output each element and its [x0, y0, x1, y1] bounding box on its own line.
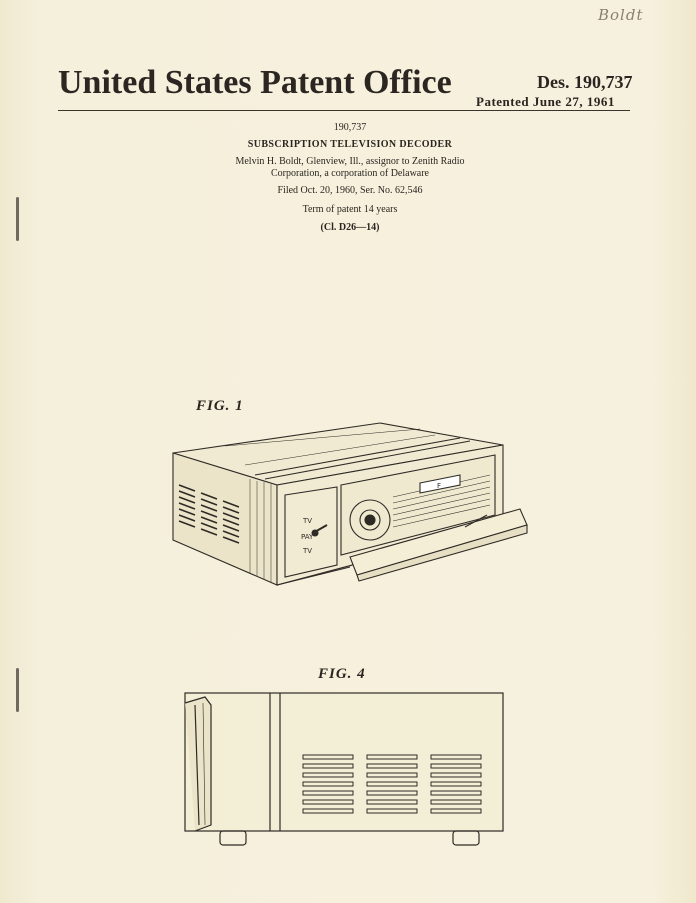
- design-number: Des. 190,737: [537, 72, 633, 92]
- classification: (Cl. D26—14): [320, 222, 380, 233]
- inventor-line: Melvin H. Boldt, Glenview, Ill., assignor to Zenith Radio: [235, 156, 465, 167]
- patented-date: Patented June 27, 1961: [476, 94, 615, 109]
- panel-label: PAY: [301, 533, 314, 541]
- patent-term: Term of patent 14 years: [302, 204, 398, 215]
- header-rule: [58, 110, 630, 111]
- figure-4-drawing: [175, 685, 510, 860]
- figure-1-label: FIG. 1: [196, 398, 244, 414]
- assignee-line: Corporation, a corporation of Delaware: [271, 168, 429, 179]
- patent-number: 190,737: [333, 122, 367, 133]
- panel-label: TV: [303, 547, 313, 555]
- inventor-assignee: [180, 156, 520, 180]
- binder-hole-mark: [16, 668, 19, 712]
- office-heading: United States Patent Office: [58, 64, 452, 101]
- handwritten-annotation: Boldt: [598, 6, 644, 24]
- binder-hole-mark: [16, 197, 19, 241]
- window-label: F: [437, 482, 442, 490]
- patent-title: SUBSCRIPTION TELEVISION DECODER: [247, 139, 453, 150]
- panel-label: TV: [303, 517, 313, 525]
- figure-4-label: FIG. 4: [318, 666, 366, 682]
- filing-info: Filed Oct. 20, 1960, Ser. No. 62,546: [277, 185, 423, 196]
- figure-1-drawing: [165, 415, 540, 595]
